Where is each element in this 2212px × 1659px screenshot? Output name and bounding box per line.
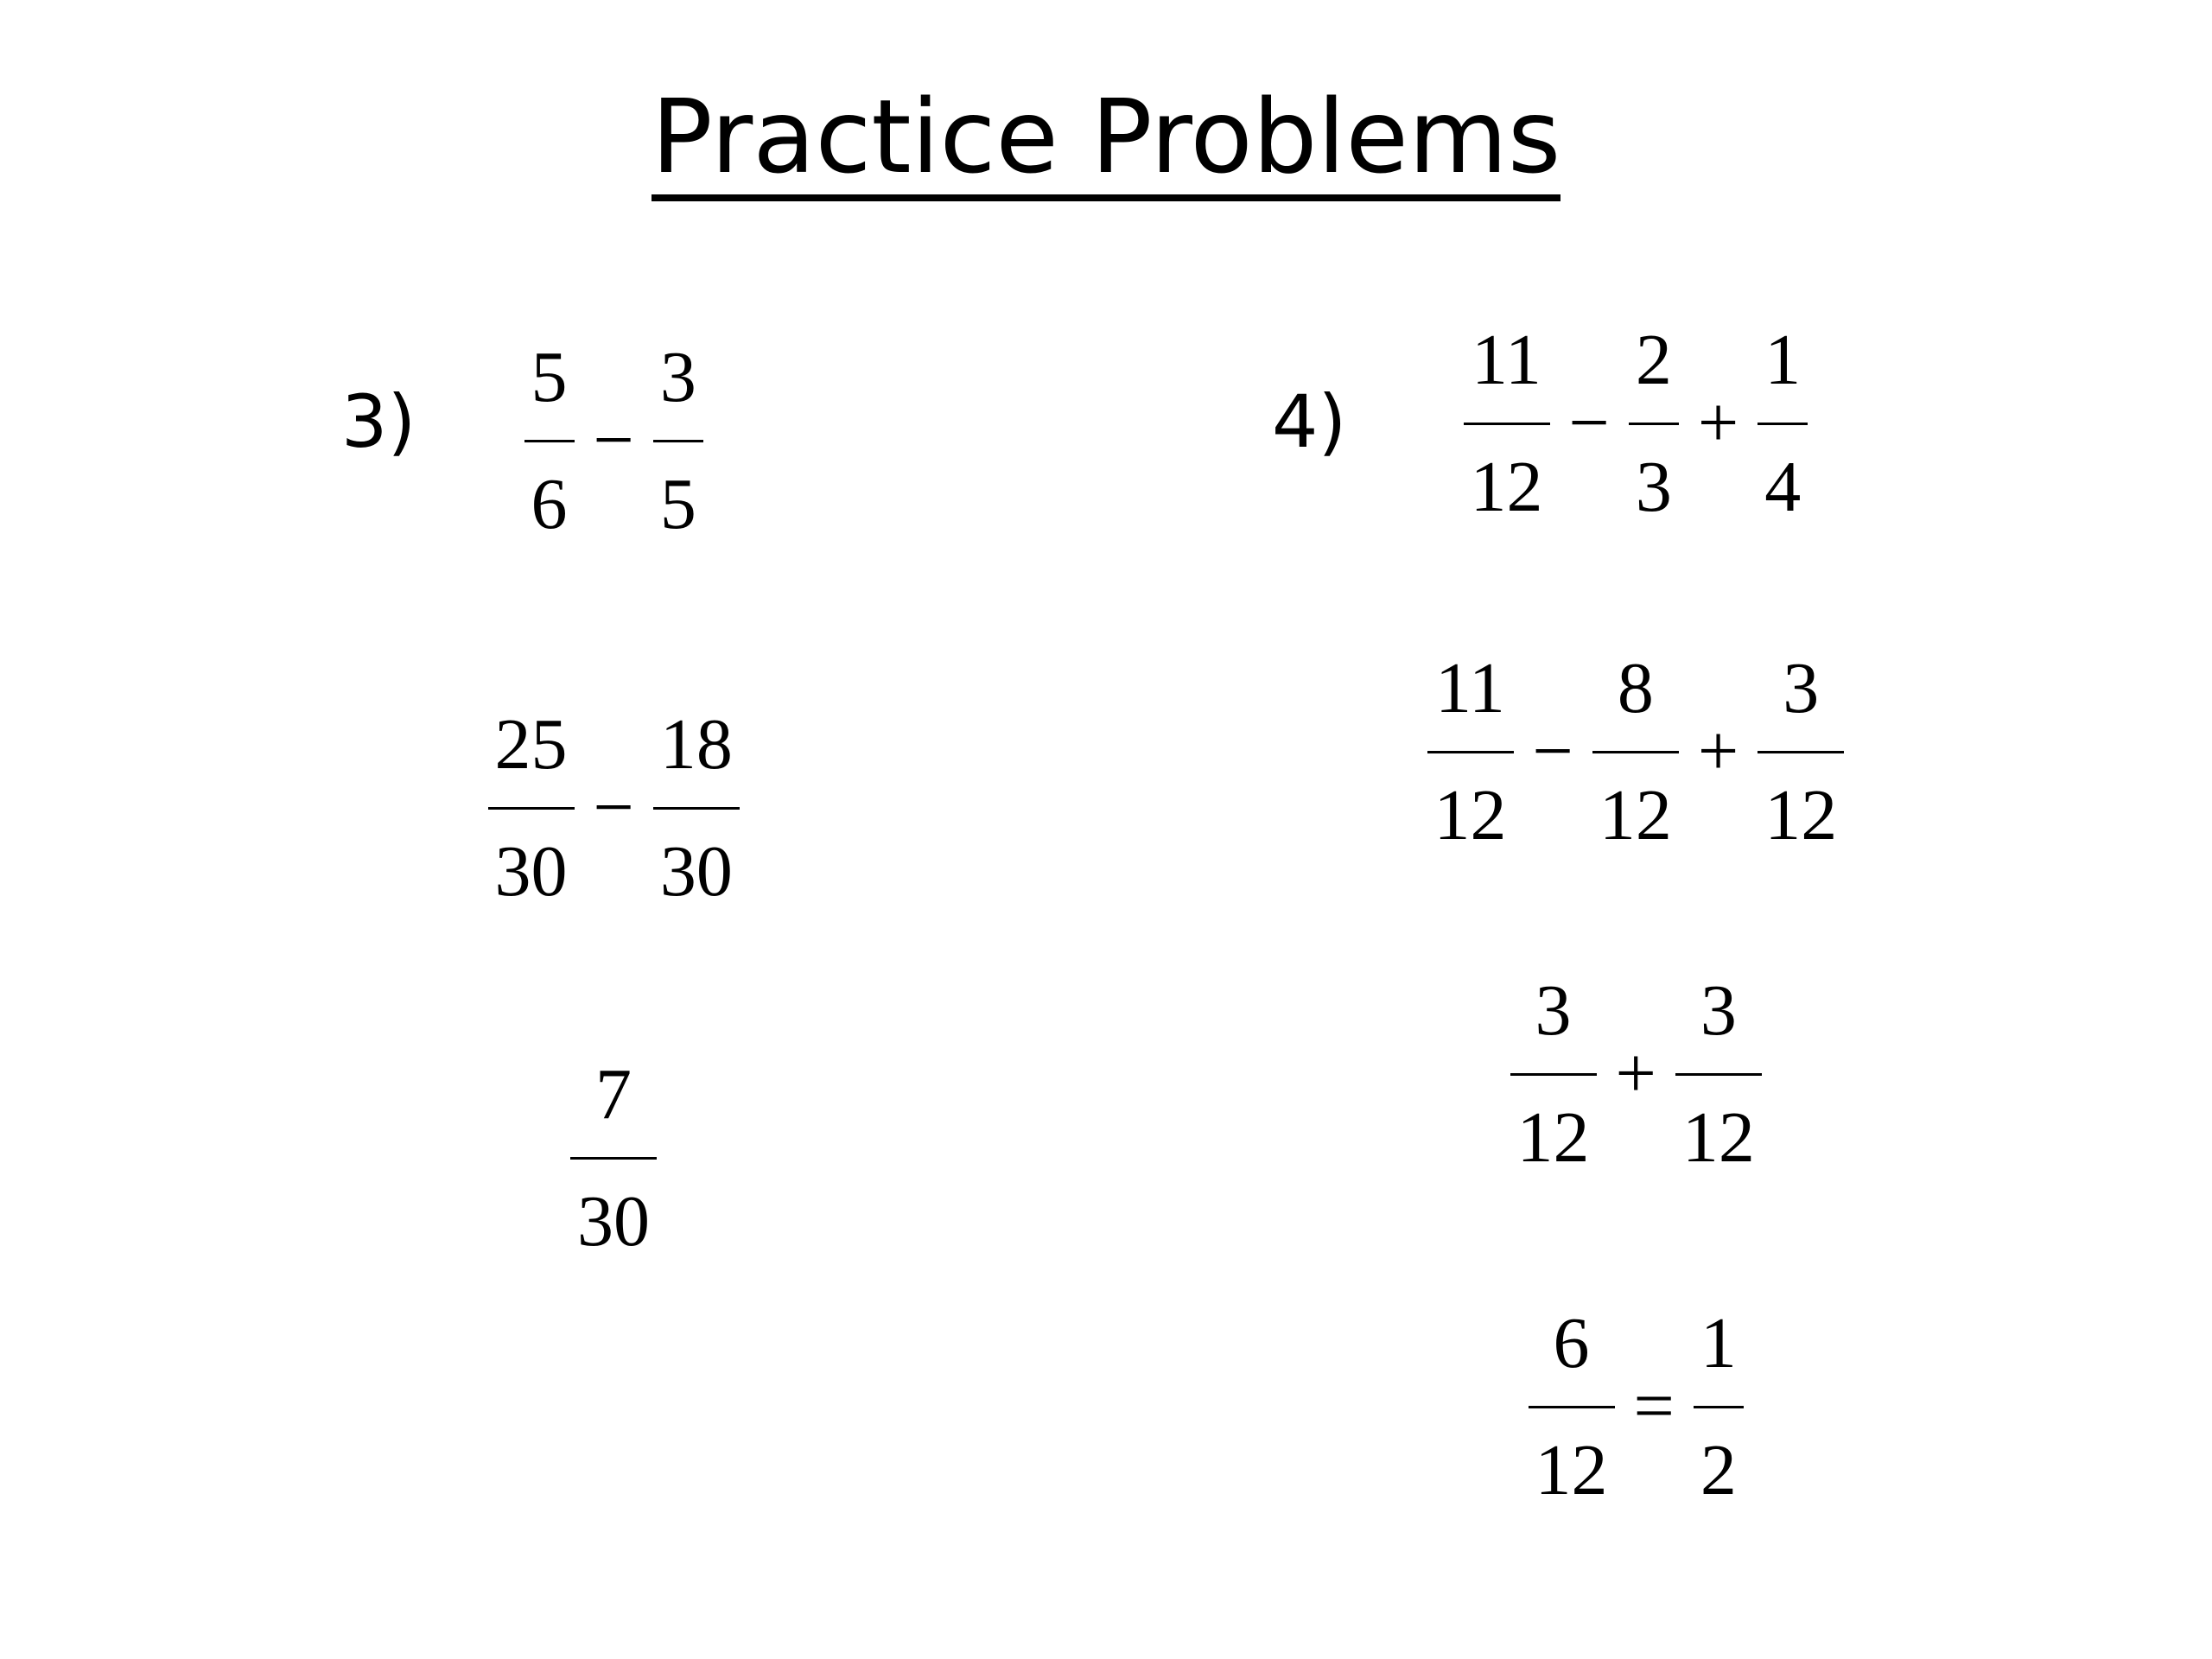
- denominator: 12: [1764, 774, 1838, 855]
- problem-4-step-4: [1522, 1302, 1751, 1512]
- fraction-bar: [653, 807, 740, 810]
- denominator: 12: [1535, 1429, 1608, 1510]
- fraction: [1529, 1302, 1615, 1512]
- operator: +: [1615, 1033, 1656, 1114]
- problem-4-label: 4): [1272, 379, 1347, 464]
- fraction-bar: [524, 440, 575, 442]
- problem-4-step-3: [1503, 969, 1769, 1179]
- operator: −: [1568, 383, 1610, 463]
- title-text: Practice Problems: [652, 80, 1561, 201]
- operator: −: [593, 400, 634, 480]
- fraction: [1427, 647, 1514, 857]
- operator: −: [1532, 711, 1573, 791]
- problem-3-label: 3): [341, 379, 416, 464]
- fraction: [488, 703, 575, 913]
- fraction: [653, 336, 703, 546]
- problem-3-step-1: [518, 336, 710, 546]
- denominator: 30: [494, 830, 568, 912]
- fraction: [1464, 319, 1550, 529]
- fraction: [1758, 319, 1808, 529]
- denominator: 12: [1681, 1096, 1755, 1178]
- numerator: 11: [1471, 319, 1541, 400]
- denominator: 5: [659, 463, 696, 544]
- denominator: 12: [1599, 774, 1672, 855]
- denominator: 30: [577, 1180, 650, 1262]
- denominator: 30: [659, 830, 733, 912]
- fraction-bar: [1529, 1406, 1615, 1408]
- operator: +: [1697, 383, 1739, 463]
- numerator: 3: [1700, 969, 1737, 1051]
- slide-title: [0, 76, 2212, 201]
- numerator: 2: [1635, 319, 1672, 400]
- fraction: [570, 1053, 657, 1263]
- operator: −: [593, 767, 634, 848]
- numerator: 5: [531, 336, 568, 417]
- fraction-bar: [653, 440, 703, 442]
- numerator: 7: [595, 1053, 632, 1135]
- operator: +: [1697, 711, 1739, 791]
- numerator: 11: [1435, 647, 1505, 728]
- problem-4-step-2: [1421, 647, 1852, 857]
- denominator: 12: [1433, 774, 1507, 855]
- fraction-bar: [1758, 423, 1808, 425]
- problem-3-step-2: [481, 703, 747, 913]
- fraction: [1629, 319, 1679, 529]
- denominator: 4: [1764, 446, 1802, 527]
- fraction-bar: [1510, 1073, 1597, 1076]
- fraction: [653, 703, 740, 913]
- fraction-bar: [1694, 1406, 1744, 1408]
- denominator: 12: [1516, 1096, 1590, 1178]
- numerator: 8: [1617, 647, 1654, 728]
- numerator: 6: [1553, 1302, 1590, 1383]
- problem-4-step-1: [1457, 319, 1815, 529]
- fraction: [1592, 647, 1679, 857]
- fraction: [1510, 969, 1597, 1179]
- denominator: 6: [531, 463, 568, 544]
- numerator: 3: [659, 336, 696, 417]
- fraction: [1694, 1302, 1744, 1512]
- fraction-bar: [1629, 423, 1679, 425]
- fraction-bar: [1464, 423, 1550, 425]
- numerator: 1: [1700, 1302, 1737, 1383]
- fraction: [524, 336, 575, 546]
- numerator: 18: [659, 703, 733, 785]
- numerator: 25: [494, 703, 568, 785]
- denominator: 12: [1470, 446, 1543, 527]
- fraction-bar: [570, 1157, 657, 1160]
- numerator: 3: [1783, 647, 1820, 728]
- fraction-bar: [488, 807, 575, 810]
- fraction-bar: [1427, 751, 1514, 753]
- denominator: 2: [1700, 1429, 1737, 1510]
- fraction: [1675, 969, 1762, 1179]
- fraction-bar: [1758, 751, 1844, 753]
- fraction: [1758, 647, 1844, 857]
- operator: =: [1633, 1366, 1675, 1446]
- fraction-bar: [1592, 751, 1679, 753]
- numerator: 1: [1764, 319, 1802, 400]
- denominator: 3: [1635, 446, 1672, 527]
- numerator: 3: [1535, 969, 1572, 1051]
- fraction-bar: [1675, 1073, 1762, 1076]
- problem-3-step-3: [563, 1053, 664, 1263]
